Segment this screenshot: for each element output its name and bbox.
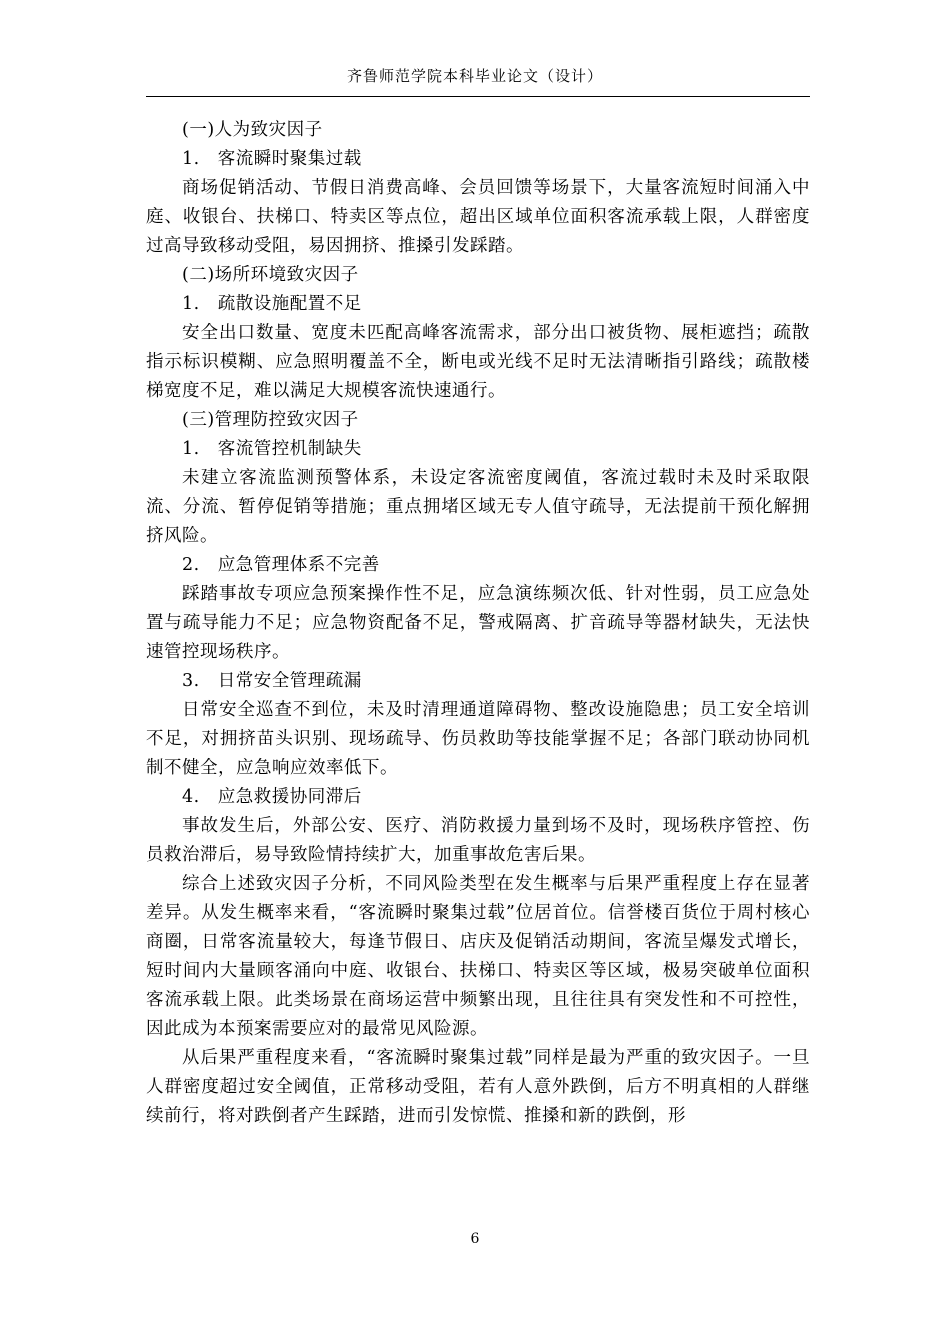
paragraph-severity-analysis: 从后果严重程度来看，“客流瞬时聚集过载”同样是最为严重的致灾因子。一旦人群密度超过安全阈值，正常移动受阻，若有人意外跌倒，后方不明真相的人群继续前行，将对跌倒者产生踩踏，进而引发惊慌、推搡和新的跌倒，形 [146, 1048, 810, 1126]
section-heading-management-factors: (三)管理防控致灾因子 [182, 410, 359, 430]
body-text [146, 116, 810, 1131]
page-number: 6 [470, 1231, 480, 1247]
paragraph-rescue-coordination: 事故发生后，外部公安、医疗、消防救援力量到场不及时，现场秩序管控、伤员救治滞后，易导致险情持续扩大，加重事故危害后果。 [146, 816, 810, 865]
header-rule [146, 96, 810, 97]
paragraph-flow-control: 未建立客流监测预警体系，未设定客流密度阈值，客流过载时未及时采取限流、分流、暂停促销等措施；重点拥堵区域无专人值守疏导，无法提前干预化解拥挤风险。 [146, 468, 810, 546]
subheading-flow-control: 1. 客流管控机制缺失 [182, 439, 362, 459]
subheading-crowd-overload: 1. 客流瞬时聚集过载 [182, 149, 362, 169]
subheading-rescue-coordination: 4. 应急救援协同滞后 [182, 787, 362, 807]
section-heading-human-factors: (一)人为致灾因子 [182, 120, 323, 140]
subheading-daily-safety: 3. 日常安全管理疏漏 [182, 671, 362, 691]
paragraph-crowd-overload: 商场促销活动、节假日消费高峰、会员回馈等场景下，大量客流短时间涌入中庭、收银台、扶梯口、特卖区等点位，超出区域单位面积客流承载上限，人群密度过高导致移动受阻，易因拥挤、推搡引发踩踏。 [146, 178, 810, 256]
paragraph-daily-safety: 日常安全巡查不到位，未及时清理通道障碍物、整改设施隐患；员工安全培训不足，对拥挤苗头识别、现场疏导、伤员救助等技能掌握不足；各部门联动协同机制不健全，应急响应效率低下。 [146, 700, 810, 778]
paragraph-evacuation-facilities: 安全出口数量、宽度未匹配高峰客流需求，部分出口被货物、展柜遮挡；疏散指示标识模糊、应急照明覆盖不全，断电或光线不足时无法清晰指引路线；疏散楼梯宽度不足，难以满足大规模客流快速通行。 [146, 323, 810, 401]
subheading-emergency-system: 2. 应急管理体系不完善 [182, 555, 380, 575]
subheading-evacuation-facilities: 1. 疏散设施配置不足 [182, 294, 362, 314]
paragraph-probability-analysis: 综合上述致灾因子分析，不同风险类型在发生概率与后果严重程度上存在显著差异。从发生概率来看，“客流瞬时聚集过载”位居首位。信誉楼百货位于周村核心商圈，日常客流量较大，每逢节假日、店庆及促销活动期间，客流呈爆发式增长，短时间内大量顾客涌向中庭、收银台、扶梯口、特卖区等区域，极易突破单位面积客流承载上限。此类场景在商场运营中频繁出现，且往往具有突发性和不可控性，因此成为本预案需要应对的最常见风险源。 [146, 874, 810, 1039]
running-header: 齐鲁师范学院本科毕业论文（设计） [346, 67, 603, 85]
section-heading-environment-factors: (二)场所环境致灾因子 [182, 265, 359, 285]
paragraph-emergency-system: 踩踏事故专项应急预案操作性不足，应急演练频次低、针对性弱，员工应急处置与疏导能力不足；应急物资配备不足，警戒隔离、扩音疏导等器材缺失，无法快速管控现场秩序。 [146, 584, 810, 662]
